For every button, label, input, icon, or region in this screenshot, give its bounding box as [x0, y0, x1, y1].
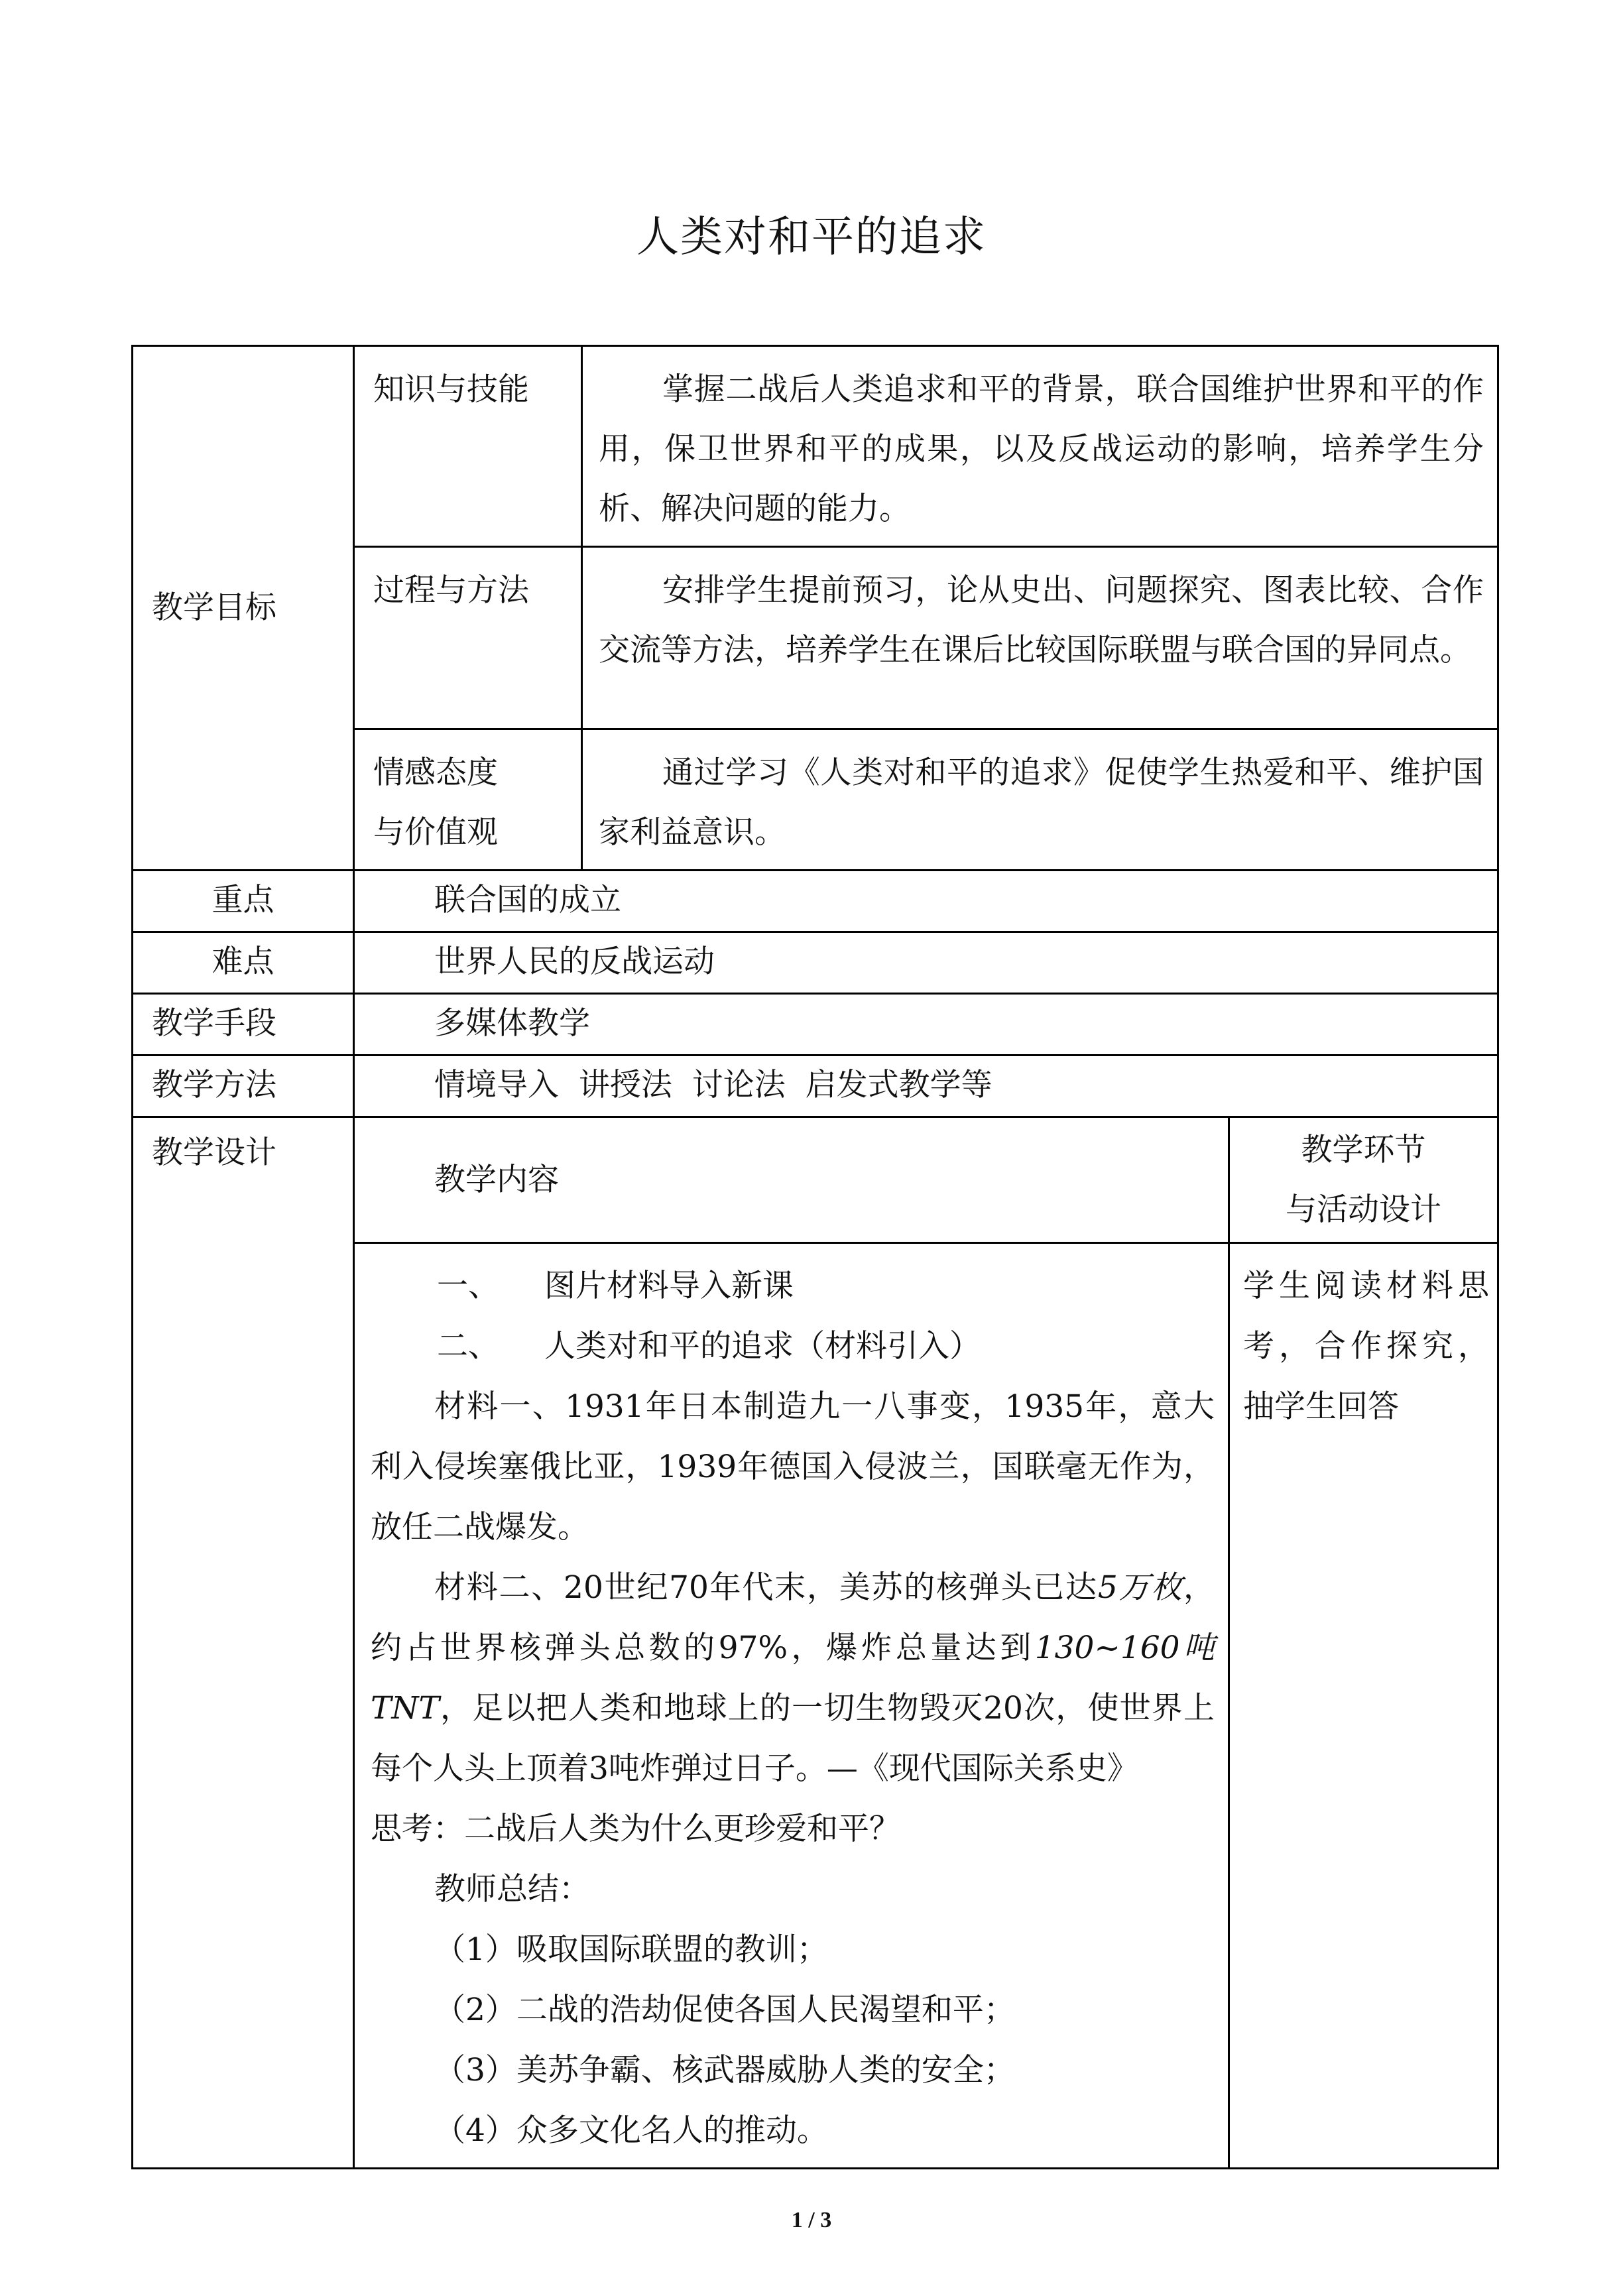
activity-cell: 学生阅读材料思考，合作探究，抽学生回答: [1229, 1243, 1498, 2169]
list-item: 一、 图片材料导入新课: [437, 1268, 794, 1304]
think-question: 思考：二战后人类为什么更珍爱和平？: [371, 1811, 900, 1847]
summary-point: （2）二战的浩劫促使各国人民渴望和平；: [434, 1992, 1015, 2028]
objective-text: 通过学习《人类对和平的追求》促使学生热爱和平、维护国家利益意识。: [582, 729, 1498, 871]
info-label: 重点: [133, 871, 354, 932]
objective-sub-label-line1: 情感态度: [373, 755, 498, 791]
content-header: 教学内容: [354, 1117, 1229, 1243]
lesson-plan-table: [131, 345, 1499, 2169]
info-row: [133, 1056, 1498, 1117]
summary-point: （1）吸取国际联盟的教训；: [434, 1931, 828, 1968]
info-value: 世界人民的反战运动: [354, 932, 1498, 994]
objective-sub-label: 过程与方法: [354, 547, 582, 729]
objective-row-knowledge: [133, 346, 1498, 547]
info-label: 教学方法: [133, 1056, 354, 1117]
material-two: 材料二、20世纪70年代末，美苏的核弹头已达5万枚，约占世界核弹头总数的97%，爆炸总量达到130~160吨TNT，足以把人类和地球上的一切生物毁灭20次，使世界上每个人头上顶着3吨炸弹过日子。—《现代国际关系史》: [371, 1569, 1215, 1787]
activity-header: [1229, 1117, 1498, 1243]
content-cell: [354, 1243, 1229, 2169]
objective-text: 掌握二战后人类追求和平的背景，联合国维护世界和平的作用，保卫世界和平的成果，以及反战运动的影响，培养学生分析、解决问题的能力。: [582, 346, 1498, 547]
activity-header-line2: 与活动设计: [1286, 1191, 1441, 1228]
info-label: 难点: [133, 932, 354, 994]
info-row: [133, 994, 1498, 1056]
info-value: 多媒体教学: [354, 994, 1498, 1056]
info-value: 联合国的成立: [354, 871, 1498, 932]
objectives-label: 教学目标: [133, 346, 354, 871]
info-row: [133, 871, 1498, 932]
page-number: 1 / 3: [791, 2208, 832, 2232]
objective-sub-label-line2: 与价值观: [373, 814, 498, 851]
list-item: 二、 人类对和平的追求（材料引入）: [437, 1328, 981, 1364]
objective-sub-label: 知识与技能: [354, 346, 582, 547]
summary-point: （4）众多文化名人的推动。: [434, 2112, 828, 2149]
objective-sub-label: [354, 729, 582, 871]
design-label: 教学设计: [133, 1117, 354, 2169]
info-value: 情境导入 讲授法 讨论法 启发式教学等: [354, 1056, 1498, 1117]
summary-point: （3）美苏争霸、核武器威胁人类的安全；: [434, 2052, 1015, 2088]
objective-text: 安排学生提前预习，论从史出、问题探究、图表比较、合作交流等方法，培养学生在课后比较国际联盟与联合国的异同点。: [582, 547, 1498, 729]
info-label: 教学手段: [133, 994, 354, 1056]
material-one: 材料一、1931年日本制造九一八事变，1935年，意大利入侵埃塞俄比亚，1939年德国入侵波兰，国联毫无作为，放任二战爆发。: [371, 1388, 1215, 1545]
teacher-summary: 教师总结：: [434, 1871, 590, 1907]
page-title: 人类对和平的追求: [636, 213, 987, 262]
design-header-row: [133, 1117, 1498, 1243]
activity-header-line1: 教学环节: [1301, 1132, 1426, 1168]
info-row: [133, 932, 1498, 994]
